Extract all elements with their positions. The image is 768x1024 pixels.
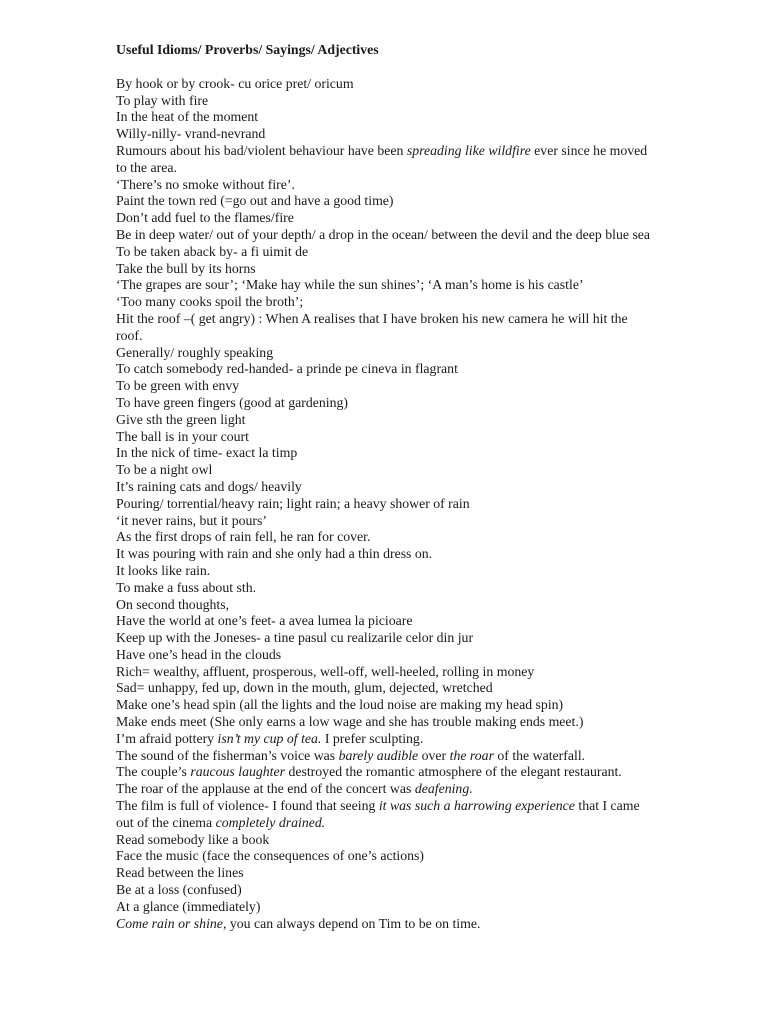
text-run: ever since he moved to the area.	[116, 142, 648, 175]
text-line	[116, 361, 656, 378]
text-line	[116, 832, 656, 849]
text-line	[116, 277, 656, 294]
text-run: Rumours about his bad/violent behaviour have been	[116, 142, 407, 158]
text-line	[116, 529, 656, 546]
text-line	[116, 479, 656, 496]
text-line	[116, 126, 656, 143]
text-run: Hit the roof –( get angry) : When A realises that I have broken his new camera he will hit the roof.	[116, 310, 628, 343]
text-run: The sound of the fisherman’s voice was	[116, 747, 339, 763]
text-run: ‘There’s no smoke without fire’.	[116, 176, 295, 192]
text-line	[116, 261, 656, 278]
text-line	[116, 496, 656, 513]
text-line	[116, 731, 656, 748]
text-line	[116, 227, 656, 244]
idiom-list	[116, 76, 656, 933]
text-line	[116, 748, 656, 765]
text-run: Give sth the green light	[116, 411, 246, 427]
text-run: To play with fire	[116, 92, 209, 108]
text-line	[116, 109, 656, 126]
text-run: The ball is in your court	[116, 428, 249, 444]
italic-phrase: deafening.	[414, 781, 473, 797]
text-line	[116, 664, 656, 681]
text-line	[116, 395, 656, 412]
text-run: It’s raining cats and dogs/ heavily	[116, 478, 302, 494]
text-line	[116, 412, 656, 429]
text-line	[116, 311, 656, 345]
text-run: Paint the town red (=go out and have a good time)	[116, 193, 394, 209]
text-run: To be a night owl	[116, 462, 213, 478]
text-line	[116, 177, 656, 194]
text-run: Face the music (face the consequences of one’s actions)	[116, 848, 425, 864]
text-run: that I came out of the cinema	[116, 798, 640, 830]
text-line	[116, 714, 656, 731]
text-run: Be at a loss (confused)	[116, 882, 242, 898]
text-line	[116, 462, 656, 479]
italic-phrase: completely drained.	[215, 814, 326, 830]
text-line	[116, 899, 656, 916]
text-run: In the heat of the moment	[116, 109, 259, 125]
text-line	[116, 580, 656, 597]
text-run: Keep up with the Joneses- a tine pasul cu realizarile celor din jur	[116, 630, 474, 646]
italic-phrase: spreading like wildfire	[406, 142, 531, 158]
text-run: Read somebody like a book	[116, 831, 270, 847]
text-line	[116, 210, 656, 227]
text-run: Don’t add fuel to the flames/fire	[116, 210, 294, 226]
document-title: Useful Idioms/ Proverbs/ Sayings/ Adjectives	[116, 42, 379, 57]
text-run: Be in deep water/ out of your depth/ a drop in the ocean/ between the devil and the deep blue sea	[116, 226, 651, 242]
text-run: Generally/ roughly speaking	[116, 344, 274, 360]
italic-phrase: the roar	[449, 747, 494, 763]
text-run: On second thoughts,	[116, 596, 230, 612]
text-run: Pouring/ torrential/heavy rain; light rain; a heavy shower of rain	[116, 495, 470, 511]
text-run: The couple’s	[116, 764, 191, 780]
text-run: Willy-nilly- vrand-nevrand	[116, 126, 266, 142]
italic-phrase: Come rain or shine	[116, 915, 223, 931]
text-line	[116, 647, 656, 664]
text-line	[116, 613, 656, 630]
text-line	[116, 445, 656, 462]
text-run: To be taken aback by- a fi uimit de	[116, 243, 309, 259]
text-run: To catch somebody red-handed- a prinde pe cineva in flagrant	[116, 361, 458, 377]
text-run: ‘it never rains, but it pours’	[116, 512, 267, 528]
text-run: To make a fuss about sth.	[116, 579, 257, 595]
text-line	[116, 76, 656, 93]
text-run: I’m afraid pottery	[116, 730, 218, 746]
text-run: At a glance (immediately)	[116, 898, 261, 914]
text-line	[116, 563, 656, 580]
text-run: of the waterfall.	[493, 747, 586, 763]
document-body	[116, 42, 656, 932]
text-run: ‘Too many cooks spoil the broth’;	[116, 294, 304, 310]
text-run: To be green with envy	[116, 378, 240, 394]
text-run: By hook or by crook- cu orice pret/ oricum	[116, 75, 354, 91]
italic-phrase: barely audible	[338, 747, 419, 763]
text-line	[116, 848, 656, 865]
text-run: In the nick of time- exact la timp	[116, 445, 298, 461]
text-run: Make one’s head spin (all the lights and the loud noise are making my head spin)	[116, 697, 564, 713]
text-run: ‘The grapes are sour’; ‘Make hay while the sun shines’; ‘A man’s home is his castle’	[116, 277, 584, 293]
text-run: destroyed the romantic atmosphere of the elegant restaurant.	[285, 764, 622, 780]
text-run: The film is full of violence- I found that seeing	[116, 798, 379, 814]
text-line	[116, 916, 656, 933]
text-run: As the first drops of rain fell, he ran for cover.	[116, 529, 371, 545]
text-line	[116, 781, 656, 798]
italic-phrase: isn’t my cup of tea.	[217, 730, 322, 746]
text-line	[116, 93, 656, 110]
text-line	[116, 865, 656, 882]
text-line	[116, 429, 656, 446]
text-run: Take the bull by its horns	[116, 260, 256, 276]
text-line	[116, 798, 656, 832]
text-run: over	[418, 747, 450, 763]
text-line	[116, 697, 656, 714]
text-line	[116, 764, 656, 781]
text-run: It looks like rain.	[116, 562, 211, 578]
text-line	[116, 546, 656, 563]
text-run: It was pouring with rain and she only had a thin dress on.	[116, 546, 433, 562]
text-line	[116, 882, 656, 899]
text-line	[116, 345, 656, 362]
text-line	[116, 680, 656, 697]
text-run: Have one’s head in the clouds	[116, 646, 282, 662]
text-run: I prefer sculpting.	[321, 730, 424, 746]
text-line	[116, 513, 656, 530]
text-line	[116, 630, 656, 647]
text-line	[116, 143, 656, 177]
text-line	[116, 244, 656, 261]
text-run: Sad= unhappy, fed up, down in the mouth, glum, dejected, wretched	[116, 680, 493, 696]
text-run: Have the world at one’s feet- a avea lumea la picioare	[116, 613, 413, 629]
text-line	[116, 294, 656, 311]
text-line	[116, 193, 656, 210]
text-run: To have green fingers (good at gardening)	[116, 394, 348, 410]
text-run: Make ends meet (She only earns a low wage and she has trouble making ends meet.)	[116, 714, 584, 730]
text-run: Rich= wealthy, affluent, prosperous, well-off, well-heeled, rolling in money	[116, 663, 535, 679]
italic-phrase: it was such a harrowing experience	[378, 798, 575, 814]
text-line	[116, 378, 656, 395]
text-run: The roar of the applause at the end of the concert was	[116, 781, 415, 797]
text-run: , you can always depend on Tim to be on time.	[222, 915, 481, 931]
italic-phrase: raucous laughter	[190, 764, 285, 780]
text-run: Read between the lines	[116, 865, 244, 881]
text-line	[116, 597, 656, 614]
